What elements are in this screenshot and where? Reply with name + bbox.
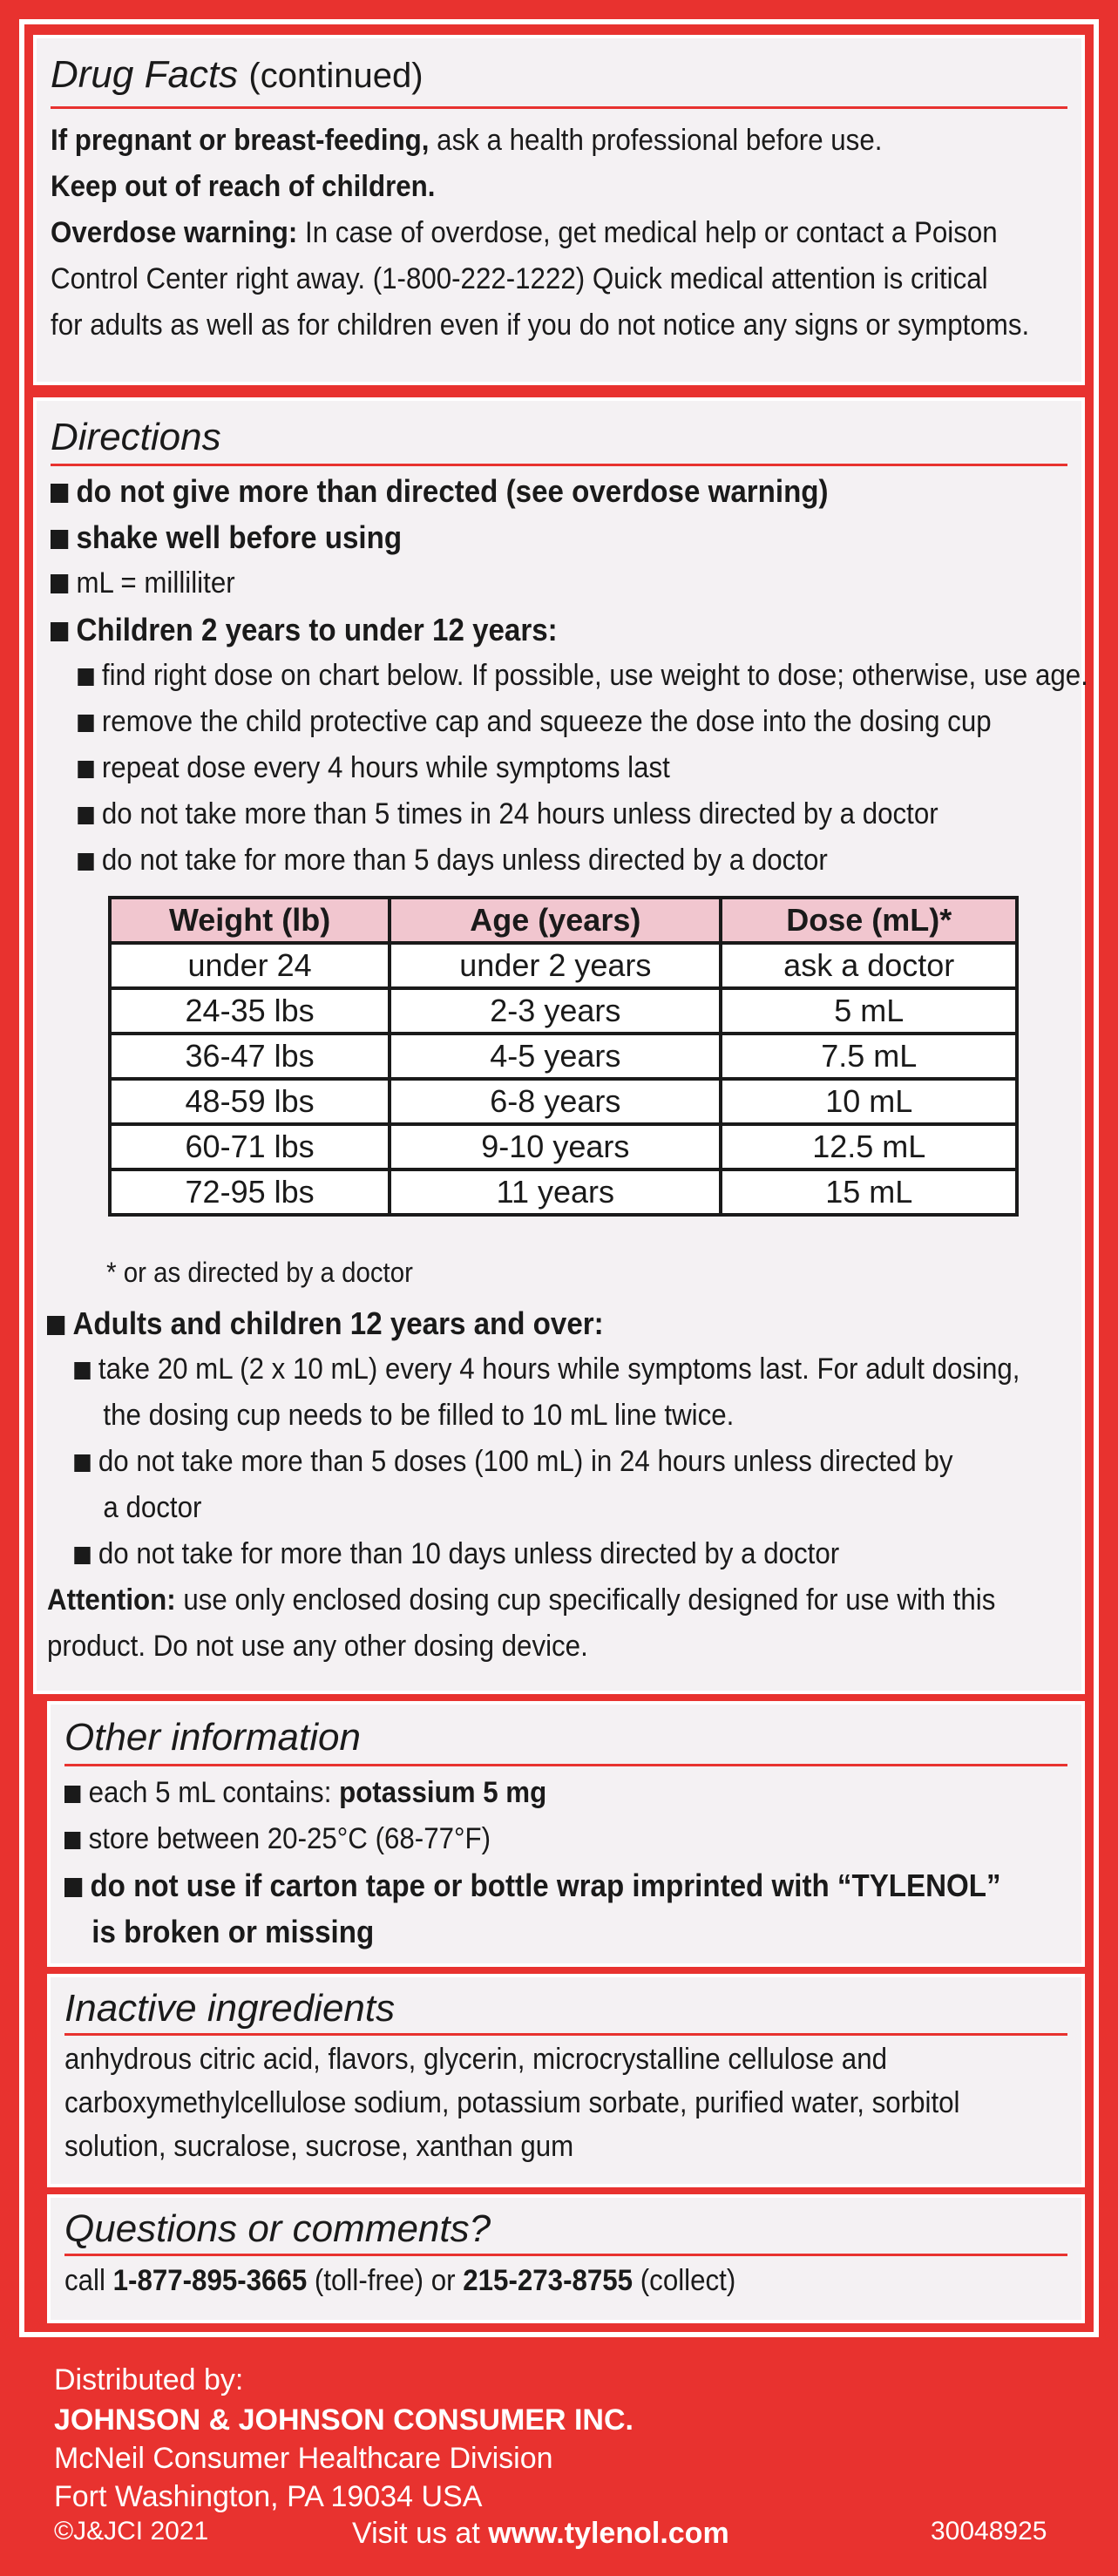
visit-website: Visit us at www.tylenol.com [352, 2517, 729, 2550]
table-cell: 6-8 years [390, 1079, 721, 1124]
table-cell: 48-59 lbs [110, 1079, 390, 1124]
directions-item: shake well before using [51, 514, 986, 560]
bullet-icon [64, 1832, 80, 1849]
division-name: McNeil Consumer Healthcare Division [54, 2442, 553, 2475]
website-link: www.tylenol.com [488, 2517, 729, 2550]
keep-out-warning: Keep out of reach of children. [51, 170, 436, 204]
bullet-icon [64, 1878, 82, 1897]
bullet-icon [78, 807, 93, 824]
bullet-icon [51, 574, 68, 593]
children-heading: Children 2 years to under 12 years: [51, 607, 986, 653]
bullet-icon [78, 668, 93, 686]
bullet-icon [51, 484, 68, 503]
table-row [110, 1169, 1017, 1215]
table-cell: ask a doctor [721, 943, 1017, 988]
questions-title: Questions or comments? [64, 2207, 491, 2250]
bullet-icon [51, 530, 68, 549]
column-header-age: Age (years) [390, 898, 721, 943]
table-header-row [110, 898, 1017, 943]
table-cell: 12.5 mL [721, 1124, 1017, 1169]
directions-item: mL = milliliter [51, 560, 986, 607]
bullet-icon [74, 1547, 90, 1564]
inactive-line: carboxymethylcellulose sodium, potassium sorbate, purified water, sorbitol [64, 2086, 960, 2120]
adult-item-cont: a doctor [103, 1491, 202, 1524]
table-cell: 15 mL [721, 1169, 1017, 1215]
table-cell: 5 mL [721, 988, 1017, 1034]
inactive-panel [47, 1974, 1085, 2187]
divider [51, 464, 1067, 466]
table-cell: 24-35 lbs [110, 988, 390, 1034]
table-cell: 36-47 lbs [110, 1034, 390, 1079]
overdose-warning: Overdose warning: In case of overdose, get medical help or contact a Poison [51, 216, 998, 250]
table-cell: under 24 [110, 943, 390, 988]
toll-free-phone: 1-877-895-3665 [112, 2264, 308, 2298]
inactive-line: solution, sucralose, sucrose, xanthan gum [64, 2130, 574, 2164]
adult-item: do not take more than 5 doses (100 mL) in 24 hours unless directed by [47, 1439, 993, 1485]
other-info-item: store between 20-25°C (68-77°F) [64, 1816, 987, 1862]
inactive-line: anhydrous citric acid, flavors, glycerin, microcrystalline cellulose and [64, 2043, 887, 2077]
divider [64, 1764, 1067, 1766]
table-cell: 7.5 mL [721, 1034, 1017, 1079]
other-info-panel [47, 1701, 1085, 1967]
adult-item-cont: the dosing cup needs to be filled to 10 mL line twice. [103, 1399, 735, 1432]
attention-line-2: product. Do not use any other dosing device. [47, 1630, 588, 1663]
pregnant-warning: If pregnant or breast-feeding, ask a health professional before use. [51, 124, 883, 158]
adult-item: do not take for more than 10 days unless directed by a doctor [47, 1531, 993, 1577]
directions-item: do not give more than directed (see overdose warning) [51, 468, 986, 514]
bullet-icon [78, 761, 93, 778]
address: Fort Washington, PA 19034 USA [54, 2480, 483, 2513]
table-row [110, 988, 1017, 1034]
drug-facts-title: Drug Facts (continued) [51, 53, 423, 96]
company-name: JOHNSON & JOHNSON CONSUMER INC. [54, 2403, 634, 2437]
child-item: find right dose on chart below. If possible, use weight to dose; otherwise, use age. [51, 653, 986, 699]
bullet-icon [64, 1786, 80, 1803]
bullet-icon [74, 1362, 90, 1380]
child-item: do not take more than 5 times in 24 hours unless directed by a doctor [51, 791, 986, 837]
bullet-icon [47, 1316, 64, 1335]
table-cell: 72-95 lbs [110, 1169, 390, 1215]
other-info-item-cont: is broken or missing [91, 1914, 375, 1950]
divider [64, 2254, 1067, 2256]
other-info-item: do not use if carton tape or bottle wrap imprinted with “TYLENOL” [64, 1862, 987, 1908]
table-cell: 2-3 years [390, 988, 721, 1034]
overdose-line-2: Control Center right away. (1-800-222-1222) Quick medical attention is critical [51, 262, 988, 296]
table-cell: 11 years [390, 1169, 721, 1215]
divider [64, 2033, 1067, 2036]
directions-lower [47, 1251, 1075, 1670]
attention-note: Attention: use only enclosed dosing cup specifically designed for use with this [47, 1583, 996, 1617]
table-cell: 60-71 lbs [110, 1124, 390, 1169]
divider [51, 106, 1067, 109]
bullet-icon [78, 715, 93, 732]
column-header-weight: Weight (lb) [110, 898, 390, 943]
column-header-dose: Dose (mL)* [721, 898, 1017, 943]
other-info-item: each 5 mL contains: potassium 5 mg [64, 1770, 987, 1816]
collect-phone: 215-273-8755 [463, 2264, 634, 2298]
table-cell: 4-5 years [390, 1034, 721, 1079]
table-row [110, 1034, 1017, 1079]
table-cell: 9-10 years [390, 1124, 721, 1169]
table-footnote: * or as directed by a doctor [106, 1257, 413, 1288]
table-row [110, 1079, 1017, 1124]
copyright: ©J&JCI 2021 [54, 2517, 209, 2545]
directions-title: Directions [51, 416, 221, 458]
other-info-title: Other information [64, 1716, 361, 1759]
table-cell: under 2 years [390, 943, 721, 988]
child-item: remove the child protective cap and squeeze the dose into the dosing cup [51, 699, 986, 745]
adult-item: take 20 mL (2 x 10 mL) every 4 hours while symptoms last. For adult dosing, [47, 1346, 993, 1393]
child-item: repeat dose every 4 hours while symptoms last [51, 745, 986, 791]
bullet-icon [74, 1454, 90, 1472]
drug-facts-panel [33, 35, 1085, 385]
child-item: do not take for more than 5 days unless directed by a doctor [51, 837, 986, 884]
dosing-table [108, 896, 1019, 1217]
bullet-icon [51, 622, 68, 641]
inactive-title: Inactive ingredients [64, 1987, 396, 2030]
table-cell: 10 mL [721, 1079, 1017, 1124]
table-row [110, 1124, 1017, 1169]
distributed-by: Distributed by: [54, 2363, 244, 2396]
table-row [110, 943, 1017, 988]
adults-heading: Adults and children 12 years and over: [47, 1300, 993, 1346]
questions-contact: call 1-877-895-3665 (toll-free) or 215-273-8755 (collect) [64, 2264, 736, 2298]
overdose-line-3: for adults as well as for children even if you do not notice any signs or symptoms. [51, 308, 1030, 342]
product-code: 30048925 [931, 2517, 1047, 2545]
questions-panel [47, 2194, 1085, 2323]
bullet-icon [78, 853, 93, 871]
